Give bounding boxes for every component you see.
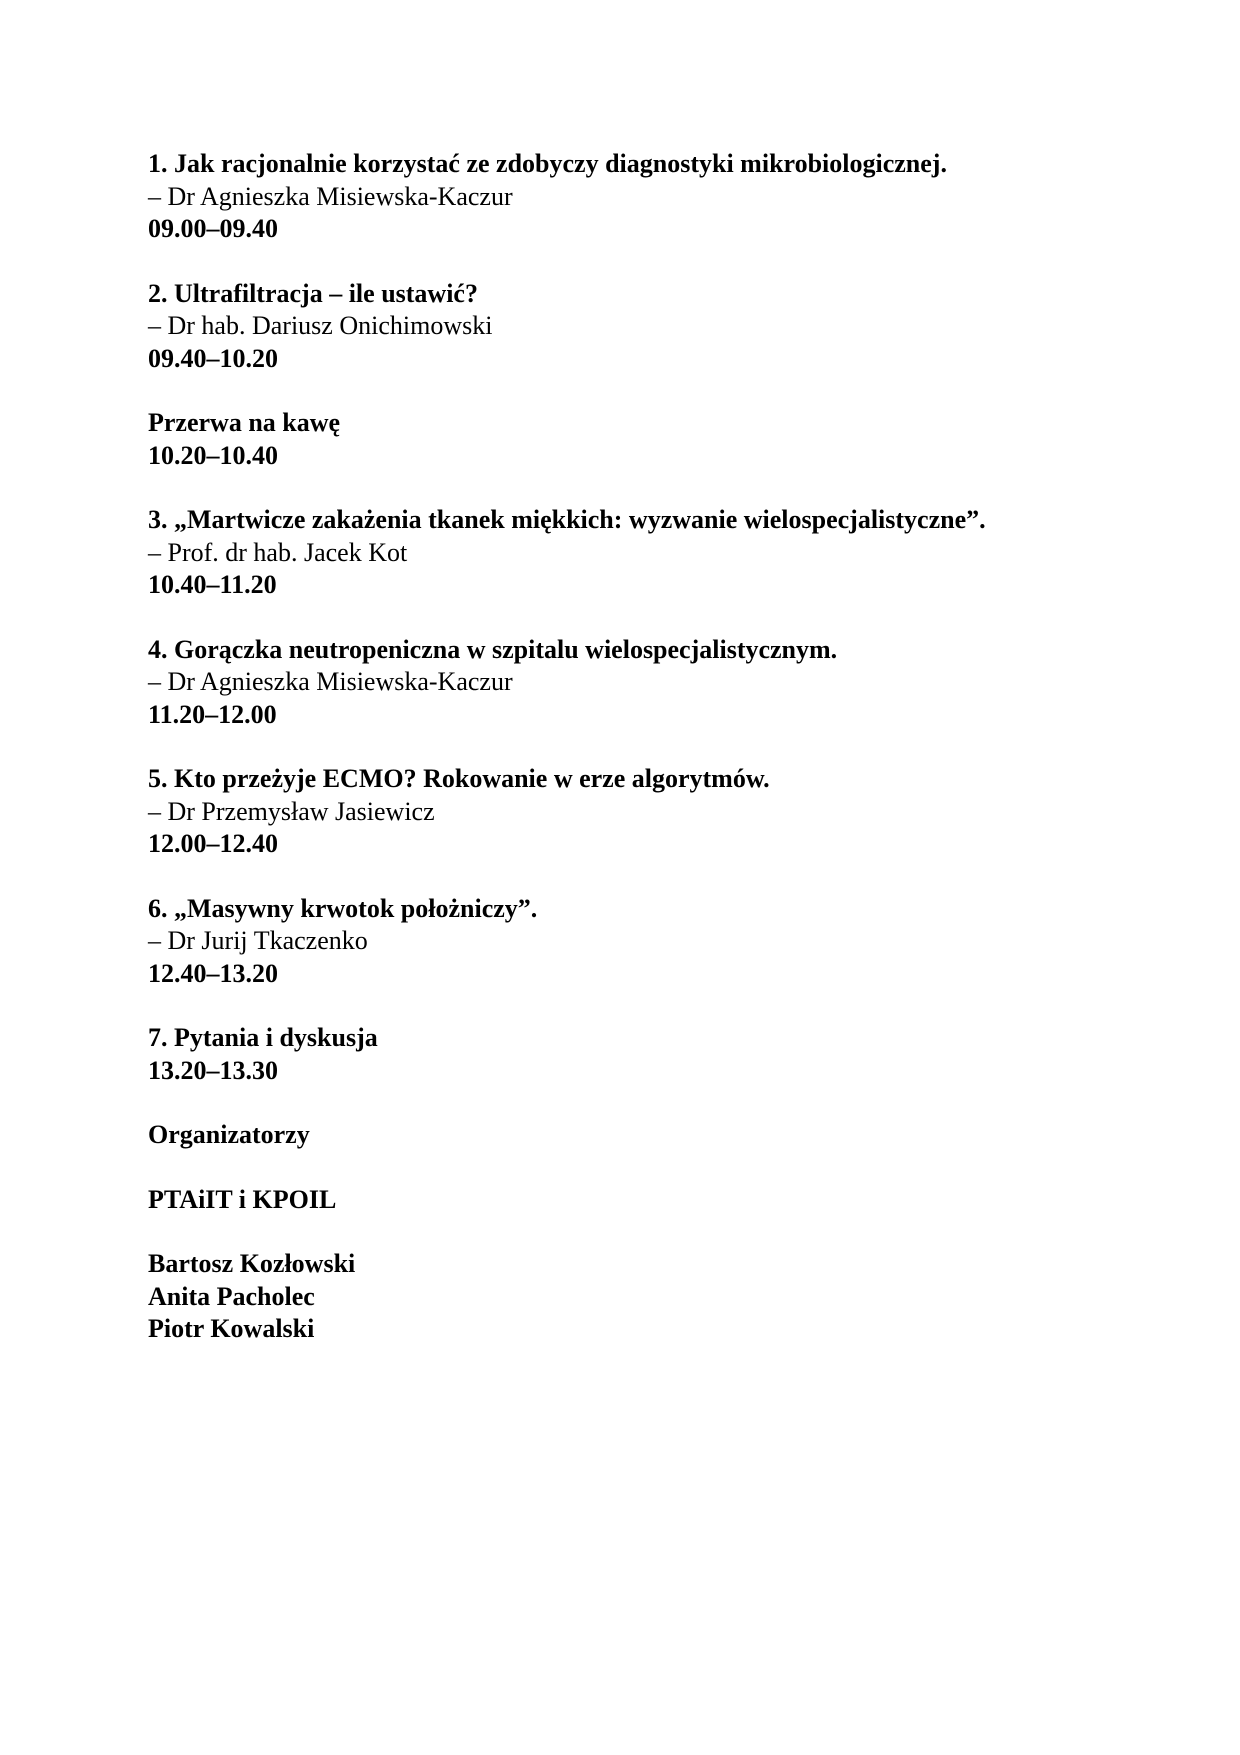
- agenda-item-time: 09.00–09.40: [148, 214, 278, 243]
- agenda-item-time: 09.40–10.20: [148, 343, 278, 373]
- organizers-heading-block: [148, 1119, 1148, 1152]
- agenda-item-7: [148, 1022, 1148, 1087]
- agenda-item-title: Przerwa na kawę: [148, 408, 341, 437]
- organizations-block: [148, 1184, 1148, 1217]
- agenda-page: [148, 148, 1148, 1378]
- agenda-item-time: 10.40–11.20: [148, 570, 277, 599]
- organizers-heading: Organizatorzy: [148, 1120, 310, 1149]
- agenda-item-speaker: – Dr Agnieszka Misiewska-Kaczur: [148, 181, 513, 211]
- agenda-item-title: 3. „Martwicze zakażenia tkanek miękkich: wyzwanie wielospecjalistyczne”.: [148, 505, 986, 534]
- agenda-item-speaker: – Dr hab. Dariusz Onichimowski: [148, 311, 493, 340]
- agenda-item-title: 4. Gorączka neutropeniczna w szpitalu wielospecjalistycznym.: [148, 634, 838, 664]
- agenda-item-time: 12.00–12.40: [148, 829, 278, 858]
- agenda-item-3: [148, 504, 1148, 602]
- agenda-item-title: 1. Jak racjonalnie korzystać ze zdobyczy diagnostyki mikrobiologicznej.: [148, 149, 947, 178]
- agenda-item-speaker: – Dr Przemysław Jasiewicz: [148, 796, 435, 826]
- organizer-person: Anita Pacholec: [148, 1281, 315, 1311]
- agenda-item-speaker: – Dr Agnieszka Misiewska-Kaczur: [148, 667, 513, 696]
- agenda-item-time: 11.20–12.00: [148, 699, 277, 729]
- agenda-item-time: 13.20–13.30: [148, 1055, 278, 1085]
- agenda-item-speaker: – Prof. dr hab. Jacek Kot: [148, 537, 408, 567]
- agenda-item-4: [148, 634, 1148, 732]
- agenda-item-1: [148, 148, 1148, 246]
- agenda-item-title: 5. Kto przeżyje ECMO? Rokowanie w erze algorytmów.: [148, 764, 770, 793]
- agenda-item-2: [148, 278, 1148, 376]
- organizer-person: Bartosz Kozłowski: [148, 1249, 356, 1278]
- agenda-break: [148, 407, 1148, 472]
- agenda-item-speaker: – Dr Jurij Tkaczenko: [148, 926, 368, 955]
- agenda-item-6: [148, 893, 1148, 991]
- agenda-item-time: 10.20–10.40: [148, 440, 278, 470]
- agenda-item-title: 7. Pytania i dyskusja: [148, 1023, 378, 1052]
- agenda-item-5: [148, 763, 1148, 861]
- organizer-person: Piotr Kowalski: [148, 1314, 315, 1343]
- agenda-item-title: 6. „Masywny krwotok położniczy”.: [148, 893, 538, 923]
- organizer-people: [148, 1248, 1148, 1346]
- organizations-text: PTAiIT i KPOIL: [148, 1184, 337, 1214]
- agenda-item-time: 12.40–13.20: [148, 958, 278, 988]
- agenda-item-title: 2. Ultrafiltracja – ile ustawić?: [148, 278, 478, 308]
